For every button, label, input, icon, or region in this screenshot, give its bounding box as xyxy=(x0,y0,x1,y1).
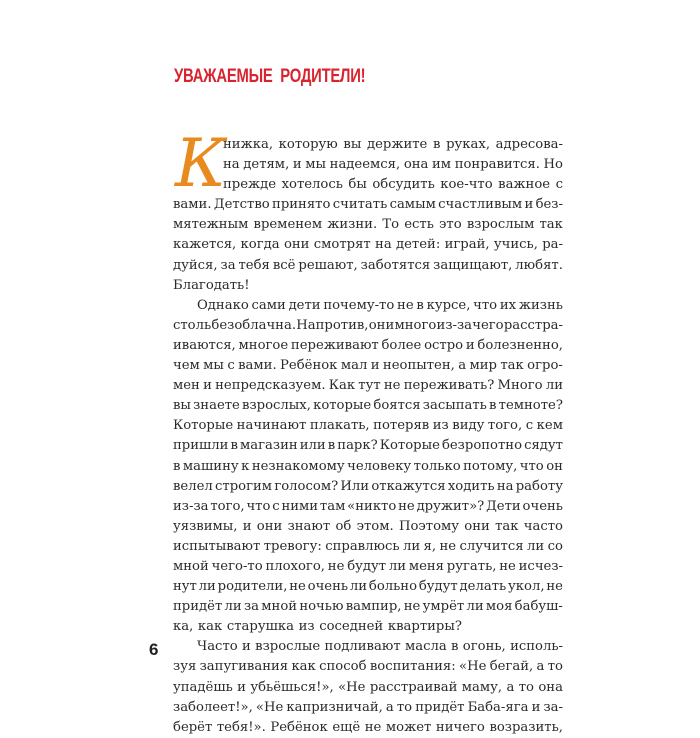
word: так xyxy=(500,358,524,374)
word: ли xyxy=(388,558,407,574)
text-line xyxy=(173,557,563,577)
word: откажутся xyxy=(371,478,446,494)
word: то xyxy=(547,659,563,675)
word: что xyxy=(246,498,271,514)
word: на xyxy=(496,478,514,494)
word: взрослых, xyxy=(242,398,311,414)
word: Напротив, xyxy=(296,317,369,333)
word: Часто xyxy=(197,639,238,655)
word: Которые xyxy=(379,438,440,454)
word: прежде xyxy=(223,177,277,193)
word: когда xyxy=(240,237,280,253)
word: Детство xyxy=(213,197,270,213)
word: не xyxy=(403,599,421,615)
word: детям, xyxy=(243,157,290,173)
word: может xyxy=(385,719,432,735)
word: не xyxy=(546,579,563,595)
word: им xyxy=(432,157,452,173)
word: Или xyxy=(340,478,370,494)
word: дети xyxy=(288,297,321,313)
word: и xyxy=(242,518,252,534)
word: что xyxy=(473,297,498,313)
word: болезненно, xyxy=(477,337,563,353)
word: подливают xyxy=(324,639,401,655)
word: Поэтому xyxy=(398,518,460,534)
word: переживать? xyxy=(403,378,495,394)
word: и xyxy=(370,358,380,374)
word: на xyxy=(223,157,240,173)
word: ли xyxy=(224,599,242,615)
word: неопытен, xyxy=(382,358,455,374)
word: масла xyxy=(404,639,447,655)
word: заботятся xyxy=(360,257,431,273)
word: играй, xyxy=(444,237,490,253)
word: почему-то xyxy=(323,297,395,313)
text-line xyxy=(173,276,563,296)
word: не xyxy=(364,719,382,735)
text-line xyxy=(173,416,563,436)
word: он xyxy=(546,458,563,474)
word: ра- xyxy=(542,237,563,253)
word: меня xyxy=(408,558,444,574)
word: учись, xyxy=(493,237,538,253)
word: случится xyxy=(459,538,524,554)
word: курсе, xyxy=(426,297,471,313)
word: иваются, xyxy=(173,337,236,353)
word: к xyxy=(241,458,250,474)
text-line xyxy=(173,376,563,396)
word: за- xyxy=(543,699,563,715)
word: засыпать xyxy=(422,398,487,414)
word: она xyxy=(403,157,429,173)
word: за xyxy=(220,257,236,273)
text-line xyxy=(173,657,563,677)
word: придёт xyxy=(415,699,465,715)
text-line xyxy=(173,698,563,718)
word: чем xyxy=(173,358,200,374)
word: а xyxy=(536,659,545,675)
word: я, xyxy=(423,538,437,554)
word: из-за xyxy=(173,498,209,514)
word: Много xyxy=(497,378,543,394)
word: ли xyxy=(466,599,484,615)
word: защищают, xyxy=(433,257,513,273)
word: будут xyxy=(347,558,387,574)
word: воспитания: xyxy=(369,659,456,675)
word: тебя!». xyxy=(216,719,266,735)
text-line xyxy=(173,356,563,376)
word: так xyxy=(495,518,519,534)
word: укол, xyxy=(508,579,545,595)
word: зуя xyxy=(173,659,197,675)
word: придёт xyxy=(173,599,223,615)
word: с xyxy=(555,177,563,193)
word: кем xyxy=(536,418,563,434)
word: Баба-яга xyxy=(467,699,529,715)
word: или xyxy=(299,438,326,454)
word: Но xyxy=(543,157,563,173)
word: мной xyxy=(173,558,209,574)
word: вы xyxy=(343,137,362,152)
word: плохого, xyxy=(265,558,325,574)
word: маму, xyxy=(461,679,503,695)
word: детей: xyxy=(396,237,441,253)
body-text xyxy=(173,135,563,738)
word: с xyxy=(525,418,534,434)
word: что xyxy=(519,458,544,474)
word: она xyxy=(538,679,563,695)
word: смотрят xyxy=(313,237,371,253)
word: работу xyxy=(515,478,563,494)
word: более xyxy=(381,337,422,353)
word: потому, xyxy=(463,458,518,474)
word: Которые xyxy=(173,418,234,434)
page-number: 6 xyxy=(149,640,159,659)
text-line xyxy=(173,135,563,155)
word: так xyxy=(539,217,563,233)
word: а xyxy=(458,358,467,374)
word: Благодать! xyxy=(173,277,250,293)
word: в xyxy=(416,297,424,313)
word: руках, xyxy=(446,137,491,152)
word: виду xyxy=(452,418,485,434)
word: не xyxy=(499,558,516,574)
word: там xyxy=(319,498,346,514)
text-line xyxy=(173,215,563,235)
word: магазин xyxy=(240,438,298,454)
word: их xyxy=(499,297,517,313)
word: хотелось xyxy=(281,177,343,193)
word: Ребёнок xyxy=(270,719,328,735)
word: велел xyxy=(173,478,213,494)
word: квартиры? xyxy=(387,619,462,635)
word: ночью xyxy=(299,599,344,615)
word: много xyxy=(394,317,437,333)
word: мир xyxy=(469,358,497,374)
word: машину xyxy=(182,458,239,474)
word: потеряв xyxy=(373,418,430,434)
word: и xyxy=(203,378,212,394)
word: многое xyxy=(238,337,289,353)
word: бегай, xyxy=(489,659,534,675)
word: исполь- xyxy=(510,639,563,655)
text-line xyxy=(173,517,563,537)
word: не xyxy=(439,538,457,554)
word: мы xyxy=(203,358,224,374)
word: того, xyxy=(210,498,245,514)
text-line xyxy=(173,617,563,637)
text-line xyxy=(173,235,563,255)
word: мной xyxy=(261,599,298,615)
text-line xyxy=(173,597,563,617)
word: берёт xyxy=(173,719,213,735)
word: ка, xyxy=(173,619,194,635)
word: переживают xyxy=(290,337,379,353)
word: и xyxy=(292,157,302,173)
word: темноте? xyxy=(498,398,563,414)
word: понравится. xyxy=(454,157,540,173)
text-line xyxy=(173,577,563,597)
word: в xyxy=(327,438,336,454)
text-line xyxy=(173,718,563,738)
word: ходить xyxy=(447,478,495,494)
text-line xyxy=(173,175,563,195)
word: испытывают xyxy=(173,538,261,554)
text-line xyxy=(173,537,563,557)
word: взрослые xyxy=(255,639,321,655)
word: решают, xyxy=(298,257,358,273)
word: «никто xyxy=(347,498,397,514)
word: они xyxy=(256,518,283,534)
word: ними xyxy=(281,498,319,514)
word: «Не xyxy=(459,659,487,675)
word: безропотно xyxy=(441,438,523,454)
word: упадёшь xyxy=(173,679,233,695)
word: не xyxy=(397,297,414,313)
word: а xyxy=(385,699,394,715)
word: убьёшься!», xyxy=(250,679,334,695)
word: и xyxy=(237,679,246,695)
word: часто xyxy=(523,518,563,534)
text-line xyxy=(173,477,563,497)
word: важное xyxy=(498,177,551,193)
word: взрослым xyxy=(466,217,535,233)
word: нут xyxy=(173,579,197,595)
word: мятежным xyxy=(173,217,249,233)
word: любят. xyxy=(515,257,563,273)
word: «Не xyxy=(338,679,366,695)
word: ли xyxy=(198,579,216,595)
word: адресова- xyxy=(495,137,563,152)
word: в xyxy=(451,639,459,655)
word: Ребёнок xyxy=(280,358,338,374)
word: огро- xyxy=(527,358,563,374)
word: с xyxy=(227,358,235,374)
word: знаете xyxy=(193,398,240,414)
word: как xyxy=(291,659,316,675)
word: без- xyxy=(535,197,563,213)
word: и xyxy=(465,337,475,353)
word: в xyxy=(433,137,441,152)
text-line xyxy=(173,436,563,456)
word: а xyxy=(506,679,515,695)
page-title: УВАЖАЕМЫЕ РОДИТЕЛИ! xyxy=(174,66,366,87)
word: не xyxy=(398,498,415,514)
word: ли xyxy=(349,579,368,595)
word: держите xyxy=(366,137,428,152)
word: и xyxy=(531,699,541,715)
word: мы xyxy=(305,157,327,173)
word: ругать, xyxy=(446,558,497,574)
word: Как xyxy=(328,378,356,394)
word: очень xyxy=(307,579,349,595)
text-line xyxy=(173,155,563,175)
word: кажется, xyxy=(173,237,237,253)
word: на xyxy=(375,237,392,253)
word: чего-то xyxy=(211,558,263,574)
text-line xyxy=(173,396,563,416)
word: заболеет!», xyxy=(173,699,253,715)
word: моя xyxy=(485,599,513,615)
word: надеемся, xyxy=(329,157,401,173)
word: родители, xyxy=(217,579,288,595)
text-line xyxy=(173,678,563,698)
text-line xyxy=(173,316,563,336)
word: считать xyxy=(332,197,388,213)
word: старушка xyxy=(226,619,294,635)
word: нижка, xyxy=(223,137,274,152)
word: которую xyxy=(278,137,338,152)
word: дуйся, xyxy=(173,257,218,273)
word: соседней xyxy=(319,619,384,635)
word: мен xyxy=(173,378,200,394)
word: «Не xyxy=(255,699,284,715)
word: непредсказуем. xyxy=(215,378,326,394)
word: тревогу: xyxy=(263,538,322,554)
text-line xyxy=(173,497,563,517)
word: начинают xyxy=(236,418,307,434)
word: они xyxy=(368,317,395,333)
word: они xyxy=(283,237,310,253)
word: Дети xyxy=(486,498,521,514)
word: из-за xyxy=(436,317,473,333)
word: мал xyxy=(340,358,368,374)
text-line xyxy=(173,336,563,356)
word: ли xyxy=(545,378,563,394)
word: вами. xyxy=(238,358,277,374)
word: с xyxy=(272,498,280,514)
word: ничего xyxy=(435,719,485,735)
word: пришли xyxy=(173,438,229,454)
word: в xyxy=(489,398,497,414)
word: ли xyxy=(402,538,421,554)
word: чего xyxy=(472,317,504,333)
word: Однако xyxy=(197,297,249,313)
word: счастливым xyxy=(438,197,523,213)
word: не xyxy=(289,579,306,595)
word: капризничай, xyxy=(286,699,383,715)
word: всё xyxy=(272,257,296,273)
text-line xyxy=(173,195,563,215)
word: которые xyxy=(313,398,372,414)
word: за xyxy=(243,599,260,615)
word: и xyxy=(524,197,534,213)
word: больно xyxy=(368,579,418,595)
word: из xyxy=(432,418,449,434)
word: жизни. xyxy=(327,217,378,233)
word: вами. xyxy=(173,197,212,213)
word: очень xyxy=(522,498,563,514)
word: расстра- xyxy=(503,317,563,333)
word: не xyxy=(383,378,401,394)
word: это xyxy=(439,217,462,233)
word: исчез- xyxy=(518,558,563,574)
word: и xyxy=(242,639,251,655)
word: запугивания xyxy=(199,659,289,675)
word: бы xyxy=(348,177,367,193)
word: со xyxy=(547,538,563,554)
word: только xyxy=(413,458,461,474)
word: то xyxy=(518,679,534,695)
word: умрёт xyxy=(422,599,465,615)
word: остро xyxy=(424,337,464,353)
word: сами xyxy=(251,297,286,313)
word: самым xyxy=(389,197,436,213)
word: расстраивай xyxy=(369,679,458,695)
word: жизнь xyxy=(518,297,563,313)
word: то xyxy=(396,699,413,715)
word: сядут xyxy=(524,438,563,454)
word: принято xyxy=(272,197,331,213)
word: плакать, xyxy=(309,418,370,434)
text-line xyxy=(173,256,563,276)
word: в xyxy=(230,438,238,454)
word: не xyxy=(327,558,345,574)
word: столь xyxy=(173,317,212,333)
word: дружит»? xyxy=(416,498,485,514)
word: вы xyxy=(173,398,191,414)
word: строгим xyxy=(215,478,273,494)
word: делать xyxy=(459,579,507,595)
word: этом. xyxy=(356,518,394,534)
word: как xyxy=(197,619,223,635)
word: кое-что xyxy=(440,177,493,193)
word: безоблачна. xyxy=(211,317,297,333)
word: тебя xyxy=(238,257,270,273)
word: огонь, xyxy=(462,639,506,655)
word: из xyxy=(298,619,315,635)
word: обсудить xyxy=(372,177,435,193)
word: вампир, xyxy=(345,599,402,615)
word: они xyxy=(464,518,490,534)
word: голосом? xyxy=(274,478,339,494)
word: бабуш- xyxy=(514,599,563,615)
drop-cap-letter: К xyxy=(175,125,227,202)
word: временем xyxy=(253,217,323,233)
word: незнакомому xyxy=(251,458,345,474)
word: об xyxy=(335,518,352,534)
word: ещё xyxy=(332,719,361,735)
text-line xyxy=(173,457,563,477)
text-line xyxy=(173,637,563,657)
word: То xyxy=(382,217,400,233)
word: в xyxy=(173,458,181,474)
word: знают xyxy=(287,518,331,534)
word: человеку xyxy=(347,458,412,474)
word: того, xyxy=(487,418,523,434)
word: боятся xyxy=(373,398,421,414)
word: уязвимы, xyxy=(173,518,238,534)
word: парк? xyxy=(337,438,378,454)
word: способ xyxy=(319,659,367,675)
word: ли xyxy=(526,538,545,554)
text-line xyxy=(173,296,563,316)
word: справлюсь xyxy=(325,538,400,554)
word: есть xyxy=(404,217,434,233)
word: будут xyxy=(418,579,458,595)
word: возразить, xyxy=(489,719,563,735)
word: тут xyxy=(358,378,381,394)
